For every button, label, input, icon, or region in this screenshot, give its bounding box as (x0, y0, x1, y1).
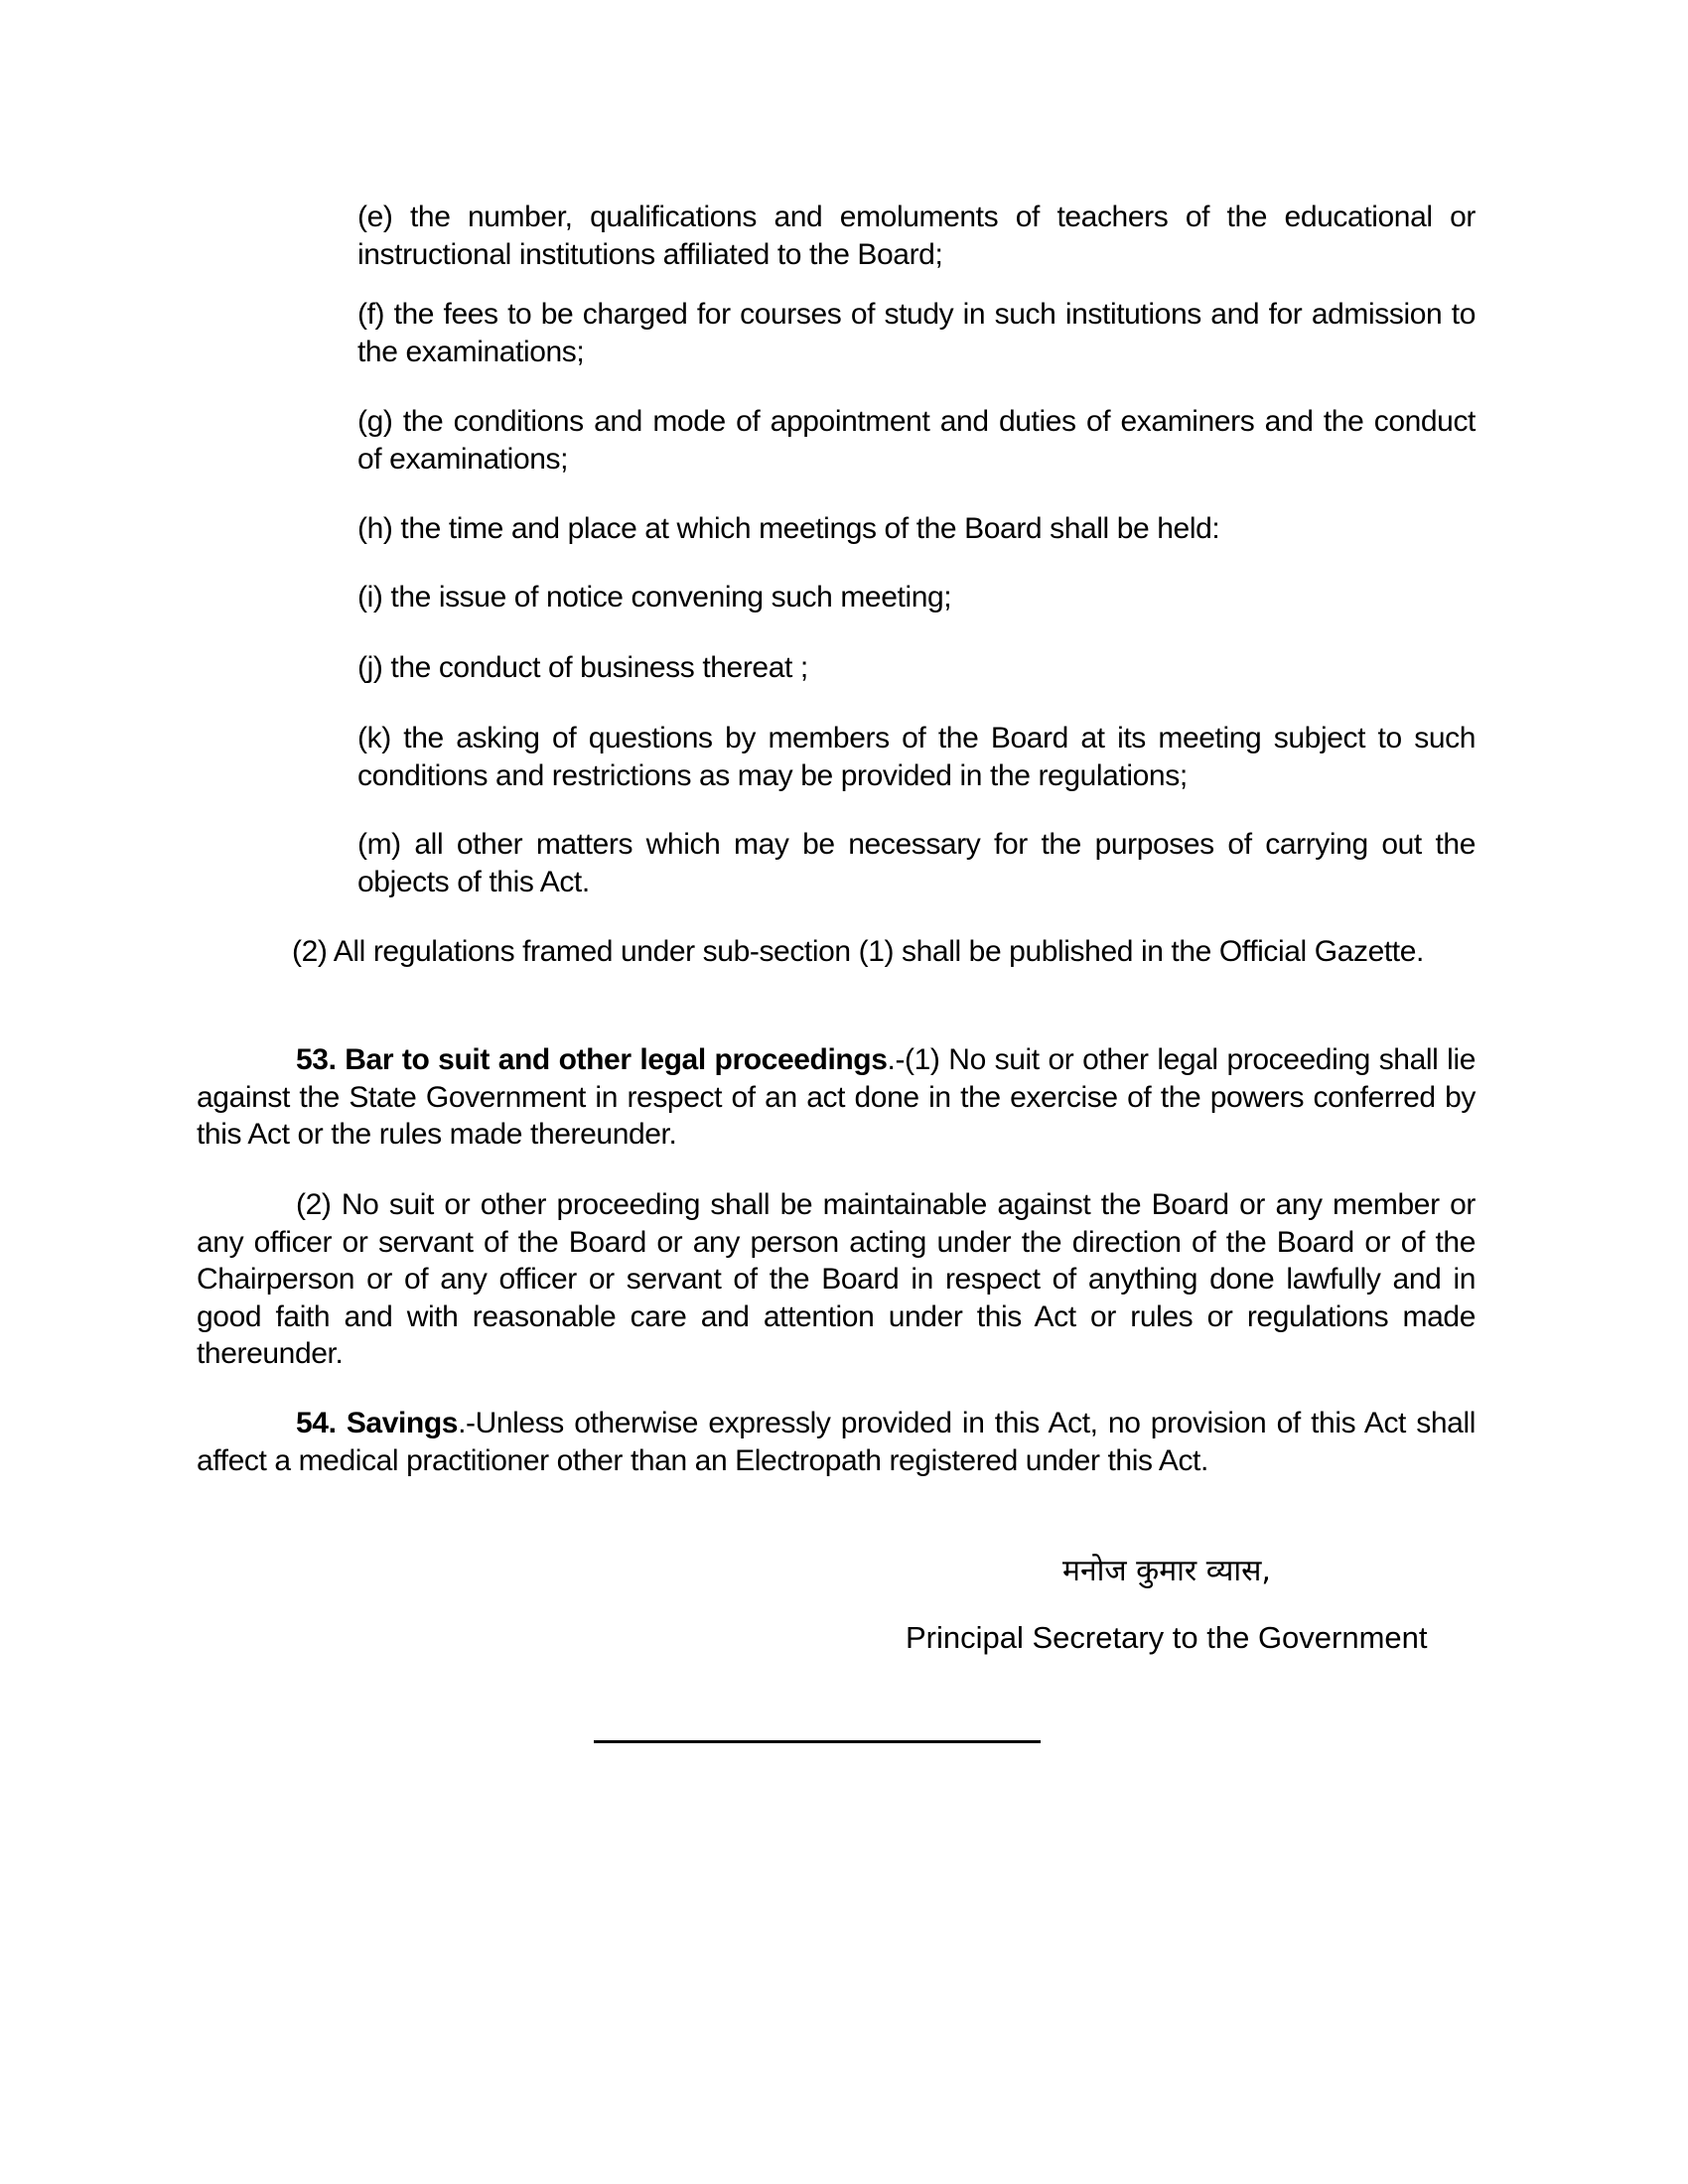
section-54 (197, 1405, 1476, 1479)
clause-e: (e) the number, qualifications and emoluments of teachers of the educational or instructional institutions affiliated to the Board; (357, 201, 1476, 271)
section-53-heading: 53. Bar to suit and other legal proceedings (296, 1043, 888, 1076)
signatory-designation: Principal Secretary to the Government (906, 1620, 1428, 1655)
section-53 (197, 1041, 1476, 1154)
clause-k: (k) the asking of questions by members of the Board at its meeting subject to such conditions and restrictions as may be provided in the regulations; (357, 722, 1476, 792)
clause-i: (i) the issue of notice convening such meeting; (357, 581, 952, 614)
clause-j: (j) the conduct of business thereat ; (357, 651, 808, 684)
section-53-subsection-2-text: (2) No suit or other proceeding shall be maintainable against the Board or any member or any officer or servant of the Board or any person acting under the direction of the Board or of the Chairperson or of any officer or servant of the Board in respect of anything done lawfully and in good faith and with reasonable care and attention under this Act or rules or regulations made thereunder. (197, 1188, 1476, 1370)
clause-h: (h) the time and place at which meetings of the Board shall be held: (357, 512, 1220, 545)
subsection-2-text: (2) All regulations framed under sub-section (1) shall be published in the Official Gazette. (292, 935, 1424, 968)
section-53-text: .-(1) No suit or other legal proceeding shall lie against the State Government in respect of an act done in the exercise of the powers conferred by this Act or the rules made thereunder. (197, 1043, 1477, 1151)
signatory-name: मनोज कुमार व्यास, (1062, 1554, 1271, 1588)
horizontal-rule (594, 1740, 1041, 1743)
subsection-2-regulations (197, 933, 1476, 971)
clause-g: (g) the conditions and mode of appointment and duties of examiners and the conduct of examinations; (357, 405, 1476, 476)
clause-m: (m) all other matters which may be necessary for the purposes of carrying out the objects of this Act. (357, 828, 1476, 898)
clause-f: (f) the fees to be charged for courses of study in such institutions and for admission to the examinations; (357, 298, 1476, 368)
section-54-heading: 54. Savings (296, 1407, 459, 1439)
section-53-subsection-2 (197, 1186, 1476, 1373)
section-54-text: .-Unless otherwise expressly provided in this Act, no provision of this Act shall affect a medical practitioner other than an Electropath registered under this Act. (197, 1407, 1476, 1477)
